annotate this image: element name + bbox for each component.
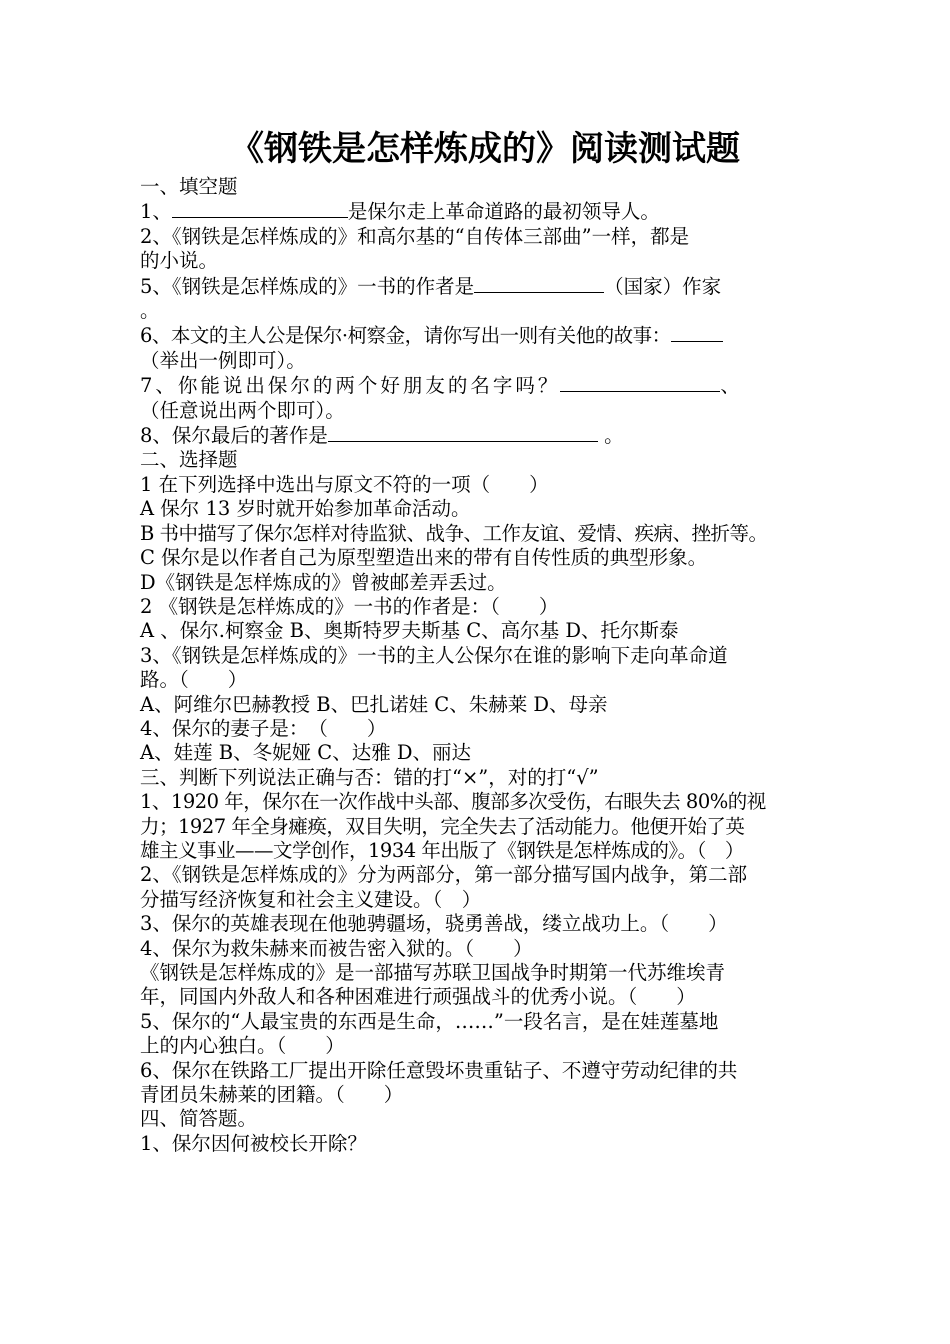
judge-question-4b-line-1: 《钢铁是怎样炼成的》是一部描写苏联卫国战争时期第一代苏维埃青 xyxy=(140,961,726,984)
fill-question-5-tail: 。 xyxy=(140,299,160,323)
judge-question-1-line-3: 雄主义事业——文学创作，1934 年出版了《钢铁是怎样炼成的》。（ ） xyxy=(140,838,744,862)
answer-blank[interactable] xyxy=(328,423,598,442)
fill-question-8: 8、保尔最后的著作是 。 xyxy=(140,424,624,448)
choice-question-3-stem-line-2: 路。（ ） xyxy=(140,668,248,692)
judge-question-4: 4、保尔为救朱赫来而被告密入狱的。（ ） xyxy=(140,936,533,960)
short-question-1: 1、保尔因何被校长开除？ xyxy=(140,1131,367,1155)
choice-question-2-options: A 、保尔.柯察金 B、奥斯特罗夫斯基 C、高尔基 D、托尔斯泰 xyxy=(140,619,679,643)
answer-blank[interactable] xyxy=(172,199,348,218)
section-heading-short: 四、简答题。 xyxy=(140,1107,258,1131)
document-page xyxy=(140,125,830,1156)
fill-question-5: 5、《钢铁是怎样炼成的》一书的作者是 （国家）作家 xyxy=(140,274,722,298)
judge-question-3: 3、保尔的英雄表现在他驰骋疆场，骁勇善战，缕立战功上。（ ） xyxy=(140,912,728,936)
judge-question-5-line-1: 5、保尔的“人最宝贵的东西是生命，……”一段名言，是在娃莲墓地 xyxy=(140,1009,719,1033)
choice-question-1-stem: 1 在下列选择中选出与原文不符的一项（ ） xyxy=(140,472,549,496)
judge-question-1-line-1: 1、1920 年，保尔在一次作战中头部、腹部多次受伤，右眼失去 80%的视 xyxy=(140,790,766,814)
fill-question-1: 1、 是保尔走上革命道路的最初领导人。 xyxy=(140,200,660,224)
judge-question-2-line-1: 2、《钢铁是怎样炼成的》分为两部分，第一部分描写国内战争，第二部 xyxy=(140,863,748,887)
judge-question-6-line-2: 青团员朱赫莱的团籍。（ ） xyxy=(140,1083,404,1107)
fill-question-6: 6、本文的主人公是保尔·柯察金，请你写出一则有关他的故事： xyxy=(140,323,830,348)
choice-question-4-stem: 4、保尔的妻子是： （ ） xyxy=(140,716,387,740)
choice-question-3-options: A、阿维尔巴赫教授 B、巴扎诺娃 C、朱赫莱 D、母亲 xyxy=(140,692,608,716)
choice-question-1-option-c: C 保尔是以作者自己为原型塑造出来的带有自传性质的典型形象。 xyxy=(140,546,708,570)
answer-blank[interactable] xyxy=(671,323,723,342)
page-title: 《钢铁是怎样炼成的》阅读测试题 xyxy=(230,129,740,169)
answer-blank[interactable] xyxy=(560,373,720,392)
section-heading-choice: 二、选择题 xyxy=(140,448,238,472)
choice-question-2-stem: 2 《钢铁是怎样炼成的》一书的作者是：（ ） xyxy=(140,594,559,618)
judge-question-1-line-2: 力；1927 年全身瘫痪，双目失明，完全失去了活动能力。他便开始了英 xyxy=(140,814,745,838)
choice-question-1-option-a: A 保尔 13 岁时就开始参加革命活动。 xyxy=(140,497,471,521)
section-heading-fill: 一、填空题 xyxy=(140,175,238,198)
fill-question-2-line-1: 2、《钢铁是怎样炼成的》和高尔基的“自传体三部曲”一样，都是 xyxy=(140,224,690,248)
fill-question-2-line-2: 的小说。 xyxy=(140,249,219,273)
fill-question-7-line-2: （任意说出两个即可）。 xyxy=(140,398,345,422)
judge-question-5-line-2: 上的内心独白。（ ） xyxy=(140,1034,345,1058)
judge-question-2-line-2: 分描写经济恢复和社会主义建设。（ ） xyxy=(140,887,482,911)
fill-question-6-line-2: （举出一例即可）。 xyxy=(140,348,306,372)
judge-question-6-line-1: 6、保尔在铁路工厂提出开除任意毁坏贵重钻子、不遵守劳动纪律的共 xyxy=(140,1058,738,1082)
answer-blank[interactable] xyxy=(474,274,604,293)
section-heading-judge: 三、判断下列说法正确与否：错的打“×”，对的打“√” xyxy=(140,765,599,789)
choice-question-4-options: A、娃莲 B、冬妮娅 C、达雅 D、丽达 xyxy=(140,741,472,765)
judge-question-4b-line-2: 年，同国内外敌人和各种困难进行顽强战斗的优秀小说。（ ） xyxy=(140,985,696,1009)
choice-question-1-option-b: B 书中描写了保尔怎样对待监狱、战争、工作友谊、爱情、疾病、挫折等。 xyxy=(140,521,768,545)
choice-question-1-option-d: D《钢铁是怎样炼成的》曾被邮差弄丢过。 xyxy=(140,570,507,594)
choice-question-3-stem-line-1: 3、《钢铁是怎样炼成的》一书的主人公保尔在谁的影响下走向革命道 xyxy=(140,643,728,667)
fill-question-7: 7、你能说出保尔的两个好朋友的名字吗？ 、 xyxy=(140,374,740,398)
